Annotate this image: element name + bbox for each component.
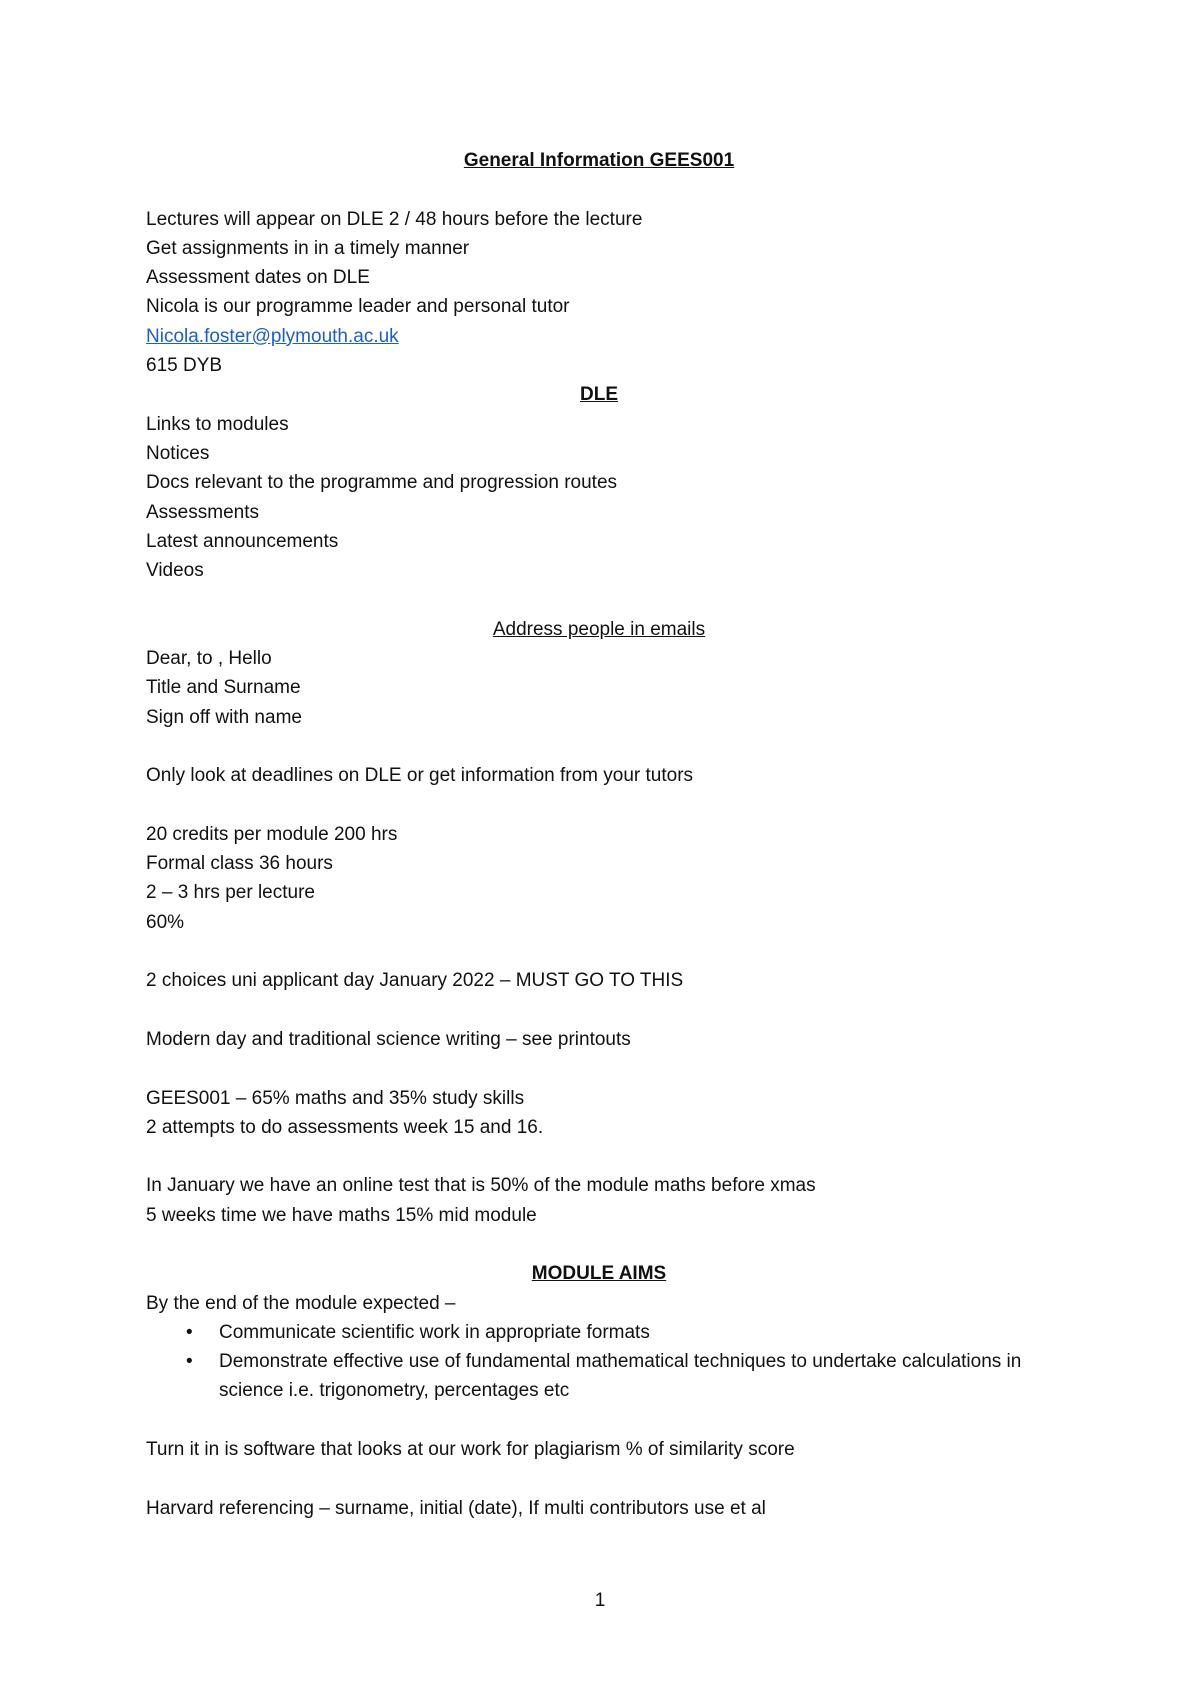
emails-item: Dear, to , Hello [146, 648, 272, 670]
dle-item: Videos [146, 560, 204, 582]
spacer [146, 791, 1052, 820]
email-link[interactable]: Nicola.foster@plymouth.ac.uk [146, 325, 399, 347]
writing-note: Modern day and traditional science writing – see printouts [146, 1028, 631, 1050]
spacer [146, 1406, 1052, 1435]
emails-item: Sign off with name [146, 706, 302, 728]
spacer [146, 1142, 1052, 1171]
credits-line: Formal class 36 hours [146, 853, 333, 875]
spacer [146, 175, 1052, 204]
room-text: 615 DYB [146, 355, 223, 377]
list-item [146, 1318, 1049, 1347]
harvard-note: Harvard referencing – surname, initial (date), If multi contributors use et al [146, 1497, 766, 1519]
dle-heading: DLE [580, 384, 618, 406]
intro-line: Nicola is our programme leader and personal tutor [146, 296, 570, 318]
page-number: 1 [594, 1590, 606, 1611]
list-item-text: Communicate scientific work in appropriate formats [219, 1321, 650, 1343]
turnitin-note: Turn it in is software that looks at our work for plagiarism % of similarity score [146, 1439, 795, 1461]
credits-line: 2 – 3 hrs per lecture [146, 882, 315, 904]
spacer [146, 1054, 1052, 1083]
bullet-icon: • [186, 1321, 193, 1343]
bullet-icon: • [186, 1351, 193, 1373]
intro-line: Get assignments in in a timely manner [146, 237, 470, 259]
intro-line: Lectures will appear on DLE 2 / 48 hours before the lecture [146, 208, 643, 230]
spacer [146, 1464, 1052, 1493]
list-item-text: Demonstrate effective use of fundamental mathematical techniques to undertake calculations in science i.e. trigonometry, percentages etc [219, 1351, 1022, 1402]
tests-line: 5 weeks time we have maths 15% mid module [146, 1204, 537, 1226]
spacer [146, 937, 1052, 966]
document-title: General Information GEES001 [463, 150, 735, 171]
applicant-day-note: 2 choices uni applicant day January 2022 – MUST GO TO THIS [146, 970, 684, 992]
assessment-line: GEES001 – 65% maths and 35% study skills [146, 1087, 525, 1109]
dle-item: Latest announcements [146, 530, 339, 552]
spacer [146, 732, 1052, 761]
assessment-line: 2 attempts to do assessments week 15 and 16. [146, 1116, 544, 1138]
list-item [146, 1347, 1049, 1406]
intro-line: Assessment dates on DLE [146, 267, 370, 289]
dle-item: Links to modules [146, 413, 289, 435]
emails-heading: Address people in emails [492, 618, 706, 640]
document-body [146, 146, 1052, 1523]
deadlines-note: Only look at deadlines on DLE or get information from your tutors [146, 765, 694, 787]
dle-item: Assessments [146, 501, 259, 523]
tests-line: In January we have an online test that is 50% of the module maths before xmas [146, 1175, 816, 1197]
spacer [146, 585, 1052, 614]
module-aims-intro: By the end of the module expected – [146, 1292, 456, 1314]
dle-item: Docs relevant to the programme and progression routes [146, 472, 618, 494]
module-aims-heading: MODULE AIMS [531, 1263, 667, 1285]
credits-line: 20 credits per module 200 hrs [146, 823, 398, 845]
spacer [146, 1230, 1052, 1259]
emails-item: Title and Surname [146, 677, 301, 699]
credits-line: 60% [146, 911, 185, 933]
spacer [146, 996, 1052, 1025]
dle-item: Notices [146, 442, 210, 464]
module-aims-list [146, 1318, 1052, 1406]
